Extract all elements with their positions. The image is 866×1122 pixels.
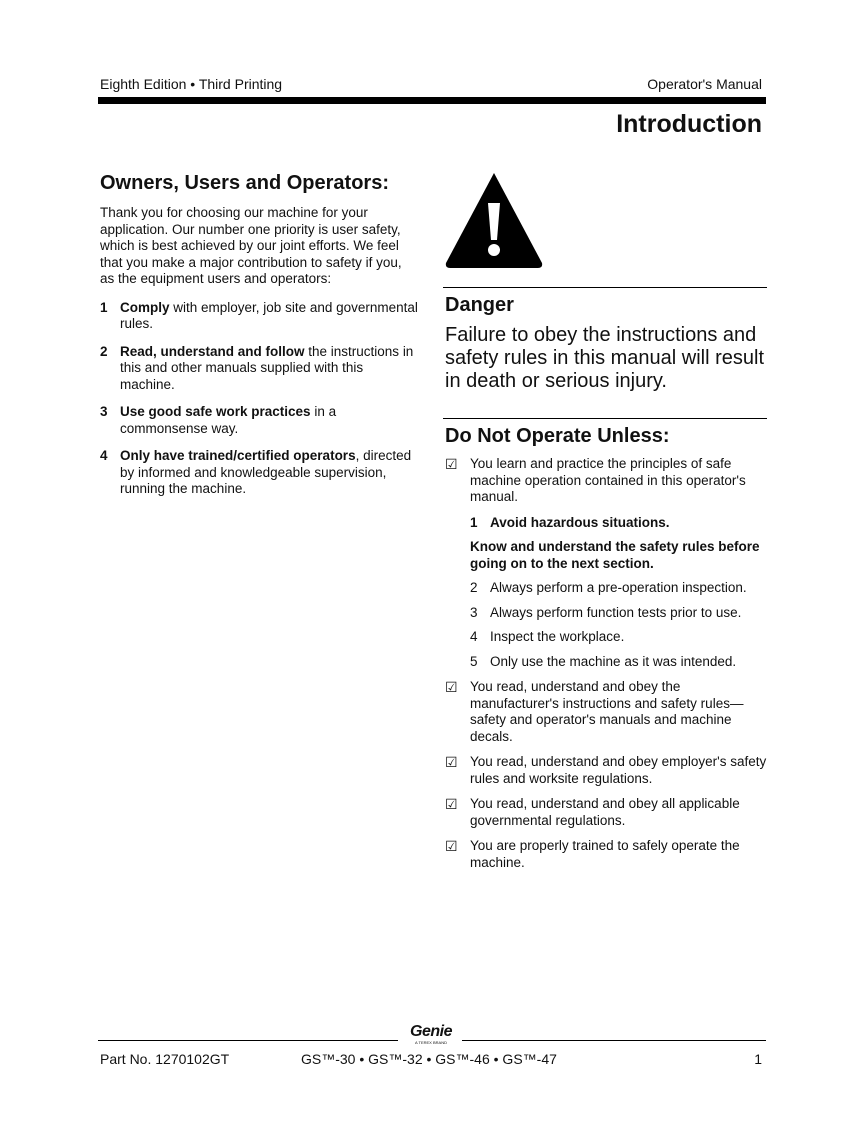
owners-item — [100, 448, 418, 498]
checklist-text: You read, understand and obey employer's safety rules and worksite regulations. — [470, 754, 767, 786]
step-number: 5 — [470, 653, 478, 669]
item-text: the instructions in this and other manuals supplied with this machine. — [120, 343, 414, 392]
checklist-text: You are properly trained to safely operate the machine. — [470, 838, 740, 870]
do-not-operate-heading: Do Not Operate Unless: — [445, 425, 670, 447]
checklist-item — [445, 679, 767, 745]
step-text: Only use the machine as it was intended. — [490, 653, 737, 669]
hazard-step — [470, 580, 767, 597]
hazard-steps — [445, 515, 767, 671]
item-text: in a commonsense way. — [120, 404, 337, 436]
item-number: 3 — [100, 404, 108, 419]
checklist-item — [445, 796, 767, 829]
checkbox-checked-icon: ☑ — [445, 456, 458, 472]
owners-section — [100, 172, 418, 509]
step-text: Always perform a pre-operation inspection. — [490, 580, 747, 595]
item-bold: Read, understand and follow — [120, 343, 305, 359]
warning-triangle-icon — [443, 170, 545, 270]
item-bold: Comply — [120, 299, 170, 315]
step-text: Always perform function tests prior to use. — [490, 604, 742, 620]
step-number: 1 — [470, 514, 478, 530]
footer-rule-left — [98, 1040, 398, 1041]
item-text: with employer, job site and governmental rules. — [120, 299, 418, 331]
checkbox-checked-icon: ☑ — [445, 796, 458, 812]
item-number: 4 — [100, 448, 108, 463]
header-rule — [98, 97, 766, 104]
step-text: Avoid hazardous situations. — [490, 514, 670, 530]
checklist-item — [445, 838, 767, 871]
checkbox-checked-icon: ☑ — [445, 838, 458, 854]
owners-intro: Thank you for choosing our machine for your application. Our number one priority is user safety, which is best achieved by our joint efforts. We feel that you make a major contribution to safety if you, as the equipment users and operators: — [100, 205, 402, 286]
step-number: 2 — [470, 580, 478, 595]
step-number: 3 — [470, 604, 478, 620]
header-manual-name: Operator's Manual — [647, 76, 762, 92]
step-number: 4 — [470, 629, 478, 644]
genie-logo — [404, 1024, 458, 1045]
checklist-text: You learn and practice the principles of safe machine operation contained in this operator's manual. — [470, 456, 746, 504]
step-text: Inspect the workplace. — [490, 629, 625, 644]
danger-text: Failure to obey the instructions and safety rules in this manual will result in death or serious injury. — [445, 324, 765, 392]
footer-part-number: Part No. 1270102GT — [100, 1051, 230, 1067]
danger-top-rule — [443, 287, 767, 288]
owners-item — [100, 300, 418, 333]
footer-rule-right — [462, 1040, 766, 1041]
hazard-step — [470, 515, 767, 532]
checklist-item — [445, 754, 767, 787]
checklist-text: You read, understand and obey the manufacturer's instructions and safety rules—safety and operator's manuals and machine decals. — [470, 679, 744, 744]
checklist-item — [445, 456, 767, 506]
owners-heading: Owners, Users and Operators: — [100, 172, 389, 194]
header-edition: Eighth Edition • Third Printing — [100, 76, 283, 92]
checkbox-checked-icon: ☑ — [445, 754, 458, 770]
do-not-operate-list — [445, 456, 767, 880]
item-number: 2 — [100, 343, 108, 359]
item-text: , directed by informed and knowledgeable supervision, running the machine. — [120, 448, 412, 496]
item-number: 1 — [100, 299, 108, 315]
checkbox-checked-icon: ☑ — [445, 679, 458, 695]
checklist-text: You read, understand and obey all applicable governmental regulations. — [470, 796, 740, 828]
owners-item — [100, 344, 418, 394]
footer-page-number: 1 — [754, 1051, 762, 1067]
logo-wordmark: Genie — [410, 1023, 452, 1040]
hazard-note: Know and understand the safety rules before going on to the next section. — [470, 539, 760, 571]
page-title: Introduction — [616, 110, 762, 138]
danger-heading: Danger — [445, 294, 514, 316]
item-bold: Use good safe work practices — [120, 404, 311, 419]
hazard-step — [470, 605, 767, 622]
hazard-step — [470, 629, 767, 646]
owners-item — [100, 404, 418, 437]
footer-models: GS™-30 • GS™-32 • GS™-46 • GS™-47 — [301, 1051, 557, 1067]
hazard-step — [470, 654, 767, 671]
logo-tagline: A TEREX BRAND — [415, 1040, 447, 1045]
item-bold: Only have trained/certified operators — [120, 448, 356, 463]
danger-bottom-rule — [443, 418, 767, 419]
